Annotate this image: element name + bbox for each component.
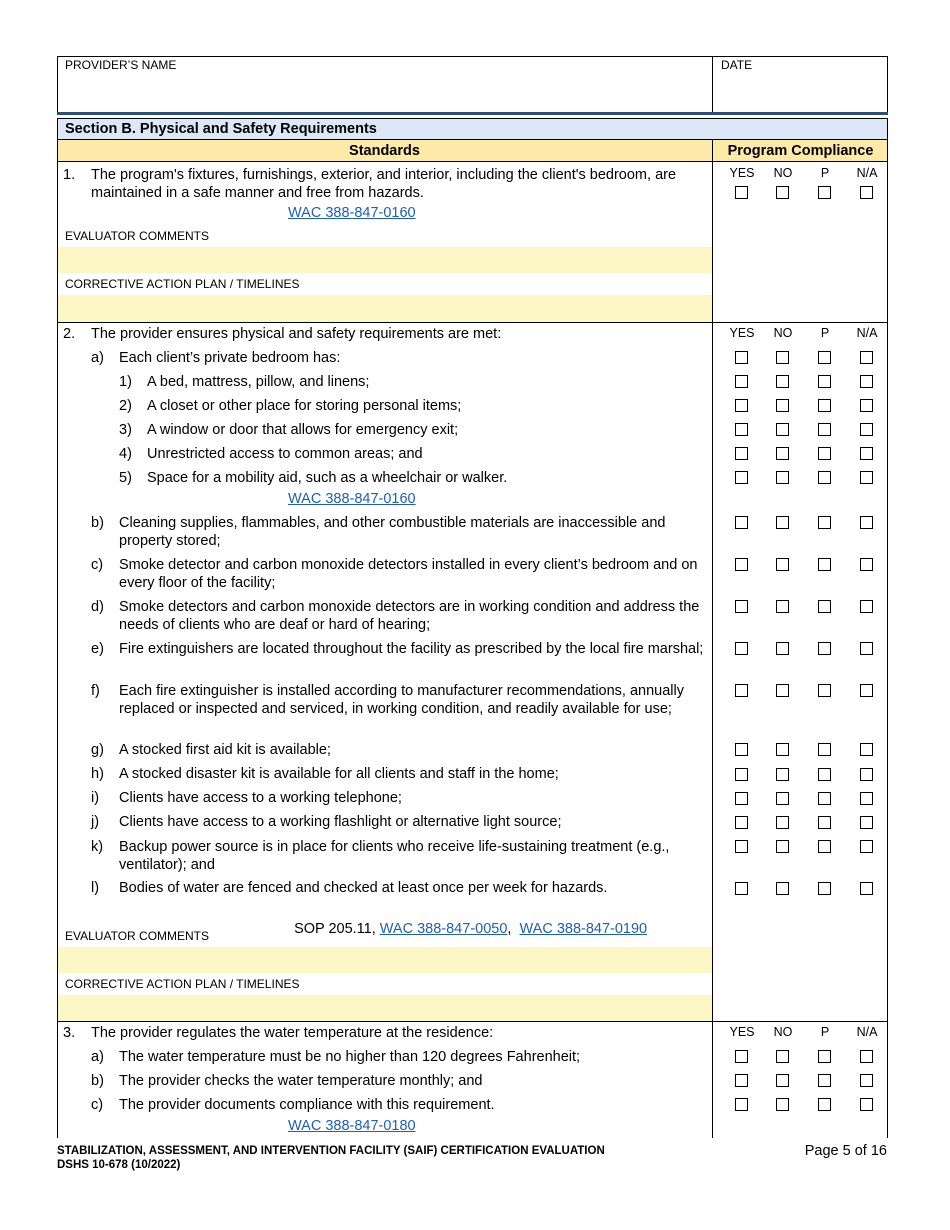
item3-a-no-checkbox[interactable]: [776, 1050, 789, 1063]
row-divider-2: [57, 1021, 888, 1022]
standards-header: Standards: [349, 143, 420, 159]
item1-yes-checkbox[interactable]: [735, 186, 748, 199]
item2-a3-na-checkbox[interactable]: [860, 423, 873, 436]
item2-l-no-checkbox[interactable]: [776, 882, 789, 895]
item2-a5-p-checkbox[interactable]: [818, 471, 831, 484]
item2-f-no-checkbox[interactable]: [776, 684, 789, 697]
item1-wac-link[interactable]: WAC 388-847-0160: [288, 205, 416, 221]
item2-i-number: i): [91, 790, 100, 806]
item1-no-checkbox[interactable]: [776, 186, 789, 199]
item2-j-text: Clients have access to a working flashlight or alternative light source;: [119, 814, 562, 830]
item2-a1-na-checkbox[interactable]: [860, 375, 873, 388]
provider-info-box: [57, 56, 888, 114]
item2-text: The provider ensures physical and safety requirements are met:: [91, 326, 502, 342]
item3-b-text: The provider checks the water temperature monthly; and: [119, 1073, 483, 1089]
item2-i-yes-checkbox[interactable]: [735, 792, 748, 805]
item2-wac-link-2[interactable]: WAC 388-847-0190: [519, 920, 648, 937]
item2-j-no-checkbox[interactable]: [776, 816, 789, 829]
item2-d-p-checkbox[interactable]: [818, 600, 831, 613]
item2-e-number: e): [91, 641, 104, 657]
item2-j-na-checkbox[interactable]: [860, 816, 873, 829]
item2-f-text: Each fire extinguisher is installed according to manufacturer recommendations, annually replaced or inspected and serviced, in working condition, and readily available for use;: [119, 683, 684, 717]
table-right-border: [887, 162, 888, 1138]
item3-col-no: NO: [773, 1025, 793, 1039]
item2-k-na-checkbox[interactable]: [860, 840, 873, 853]
item2-f-yes-checkbox[interactable]: [735, 684, 748, 697]
item2-a5-na-checkbox[interactable]: [860, 471, 873, 484]
item3-c-yes-checkbox[interactable]: [735, 1098, 748, 1111]
provider-box-bottom-rule: [57, 112, 888, 115]
item2-a3-yes-checkbox[interactable]: [735, 423, 748, 436]
item2-cap-label: CORRECTIVE ACTION PLAN / TIMELINES: [65, 977, 300, 991]
item2-h-number: h): [91, 766, 104, 782]
item2-l-na-checkbox[interactable]: [860, 882, 873, 895]
row-divider-1: [57, 322, 888, 323]
item2-a3-text: A window or door that allows for emergency exit;: [147, 422, 459, 438]
footer-form-number: DSHS 10-678 (10/2022): [57, 1159, 181, 1171]
item2-a2-text: A closet or other place for storing personal items;: [147, 398, 462, 414]
provider-date-divider: [712, 56, 713, 114]
section-title: Section B. Physical and Safety Requirements: [65, 121, 377, 137]
item3-c-na-checkbox[interactable]: [860, 1098, 873, 1111]
item2-i-text: Clients have access to a working telephone;: [119, 790, 402, 806]
table-column-divider: [712, 162, 713, 1138]
item2-g-yes-checkbox[interactable]: [735, 743, 748, 756]
item1-col-na: N/A: [856, 166, 878, 180]
item2-h-text: A stocked disaster kit is available for all clients and staff in the home;: [119, 766, 559, 782]
item3-b-na-checkbox[interactable]: [860, 1074, 873, 1087]
item3-a-text: The water temperature must be no higher than 120 degrees Fahrenheit;: [119, 1049, 581, 1065]
item2-a1-yes-checkbox[interactable]: [735, 375, 748, 388]
item2-c-number: c): [91, 557, 104, 573]
item3-c-p-checkbox[interactable]: [818, 1098, 831, 1111]
item2-sop-ref: SOP 205.11,: [294, 920, 380, 937]
footer-title: STABILIZATION, ASSESSMENT, AND INTERVENTION FACILITY (SAIF) CERTIFICATION EVALUATION: [57, 1145, 605, 1157]
item2-a-number: a): [91, 350, 104, 366]
item2-a2-yes-checkbox[interactable]: [735, 399, 748, 412]
item1-na-checkbox[interactable]: [860, 186, 873, 199]
item2-e-yes-checkbox[interactable]: [735, 642, 748, 655]
item2-h-p-checkbox[interactable]: [818, 768, 831, 781]
item2-a-no-checkbox[interactable]: [776, 351, 789, 364]
item2-c-yes-checkbox[interactable]: [735, 558, 748, 571]
item2-a-na-checkbox[interactable]: [860, 351, 873, 364]
item3-a-p-checkbox[interactable]: [818, 1050, 831, 1063]
item3-a-yes-checkbox[interactable]: [735, 1050, 748, 1063]
item2-a-p-checkbox[interactable]: [818, 351, 831, 364]
item2-a4-yes-checkbox[interactable]: [735, 447, 748, 460]
item2-b-na-checkbox[interactable]: [860, 516, 873, 529]
item2-col-no: NO: [773, 326, 793, 340]
item2-c-na-checkbox[interactable]: [860, 558, 873, 571]
item2-l-p-checkbox[interactable]: [818, 882, 831, 895]
item2-j-yes-checkbox[interactable]: [735, 816, 748, 829]
item2-wac-link-1[interactable]: WAC 388-847-0050: [379, 920, 508, 937]
item1-col-p: P: [820, 166, 830, 180]
item2-h-yes-checkbox[interactable]: [735, 768, 748, 781]
item1-number: 1.: [63, 167, 76, 183]
item2-evaluator-comments-field[interactable]: [58, 947, 712, 973]
item2-f-na-checkbox[interactable]: [860, 684, 873, 697]
item2-col-p: P: [820, 326, 830, 340]
item2-i-na-checkbox[interactable]: [860, 792, 873, 805]
item3-col-p: P: [820, 1025, 830, 1039]
item2-h-no-checkbox[interactable]: [776, 768, 789, 781]
item2-number: 2.: [63, 326, 76, 342]
item2-a3-no-checkbox[interactable]: [776, 423, 789, 436]
item2-l-yes-checkbox[interactable]: [735, 882, 748, 895]
item2-i-no-checkbox[interactable]: [776, 792, 789, 805]
item2-d-text: Smoke detectors and carbon monoxide detectors are in working condition and address the needs of clients who are deaf or hard of hearing;: [119, 599, 700, 633]
item2-h-na-checkbox[interactable]: [860, 768, 873, 781]
item3-col-yes: YES: [729, 1025, 755, 1039]
item2-a-yes-checkbox[interactable]: [735, 351, 748, 364]
item2-b-yes-checkbox[interactable]: [735, 516, 748, 529]
item2-a1-p-checkbox[interactable]: [818, 375, 831, 388]
item2-e-na-checkbox[interactable]: [860, 642, 873, 655]
item2-l-text: Bodies of water are fenced and checked at least once per week for hazards.: [119, 880, 608, 896]
item3-number: 3.: [63, 1025, 76, 1041]
item2-k-text: Backup power source is in place for clients who receive life-sustaining treatment (e.g., ventilator); and: [119, 839, 670, 873]
item3-b-yes-checkbox[interactable]: [735, 1074, 748, 1087]
provider-name-label: PROVIDER’S NAME: [65, 58, 177, 72]
item2-b-text: Cleaning supplies, flammables, and other combustible materials are inaccessible and property stored;: [119, 515, 666, 549]
item2-g-number: g): [91, 742, 104, 758]
item3-text: The provider regulates the water temperature at the residence:: [91, 1025, 494, 1041]
item3-a-na-checkbox[interactable]: [860, 1050, 873, 1063]
item2-k-yes-checkbox[interactable]: [735, 840, 748, 853]
item2-l-number: l): [91, 880, 100, 896]
item1-col-no: NO: [773, 166, 793, 180]
item2-g-no-checkbox[interactable]: [776, 743, 789, 756]
item2-a3-p-checkbox[interactable]: [818, 423, 831, 436]
item2-col-na: N/A: [856, 326, 878, 340]
item2-k-number: k): [91, 839, 104, 855]
item3-a-number: a): [91, 1049, 104, 1065]
item2-a1-text: A bed, mattress, pillow, and linens;: [147, 374, 370, 390]
item2-g-text: A stocked first aid kit is available;: [119, 742, 331, 758]
date-label: DATE: [721, 58, 753, 72]
item2-f-p-checkbox[interactable]: [818, 684, 831, 697]
item2-a4-p-checkbox[interactable]: [818, 447, 831, 460]
item2-e-no-checkbox[interactable]: [776, 642, 789, 655]
item3-col-na: N/A: [856, 1025, 878, 1039]
item1-cap-label: CORRECTIVE ACTION PLAN / TIMELINES: [65, 277, 300, 291]
item2-c-text: Smoke detector and carbon monoxide detectors installed in every client’s bedroom and on every floor of the facility;: [119, 557, 698, 591]
item3-wac-link[interactable]: WAC 388-847-0180: [288, 1118, 416, 1134]
item2-e-text: Fire extinguishers are located throughout the facility as prescribed by the local fire marshal;: [119, 641, 704, 657]
item2-j-p-checkbox[interactable]: [818, 816, 831, 829]
item2-d-yes-checkbox[interactable]: [735, 600, 748, 613]
item2-i-p-checkbox[interactable]: [818, 792, 831, 805]
item3-c-text: The provider documents compliance with this requirement.: [119, 1097, 495, 1113]
item2-k-p-checkbox[interactable]: [818, 840, 831, 853]
compliance-header: Program Compliance: [727, 143, 874, 159]
item2-a2-number: 2): [119, 398, 132, 414]
item1-cap-field[interactable]: [58, 295, 712, 322]
item1-evaluator-comments-field[interactable]: [58, 247, 712, 273]
item1-evaluator-comments-label: EVALUATOR COMMENTS: [65, 229, 210, 243]
item2-a4-na-checkbox[interactable]: [860, 447, 873, 460]
item3-c-number: c): [91, 1097, 104, 1113]
item2-j-number: j): [91, 814, 100, 830]
item1-text: The program's fixtures, furnishings, exterior, and interior, including the client's bedroom, are maintained in a safe manner and free from hazards.: [91, 167, 677, 201]
item2-a4-text: Unrestricted access to common areas; and: [147, 446, 423, 462]
item2-d-number: d): [91, 599, 104, 615]
item2-col-yes: YES: [729, 326, 755, 340]
item2-a5-number: 5): [119, 470, 132, 486]
item2-a3-number: 3): [119, 422, 132, 438]
item2-g-p-checkbox[interactable]: [818, 743, 831, 756]
item2-d-no-checkbox[interactable]: [776, 600, 789, 613]
item2-evaluator-comments-label: EVALUATOR COMMENTS: [65, 929, 210, 943]
page-number: Page 5 of 16: [804, 1143, 887, 1159]
item2-ref-separator: ,: [507, 920, 520, 937]
item2-d-na-checkbox[interactable]: [860, 600, 873, 613]
item2-c-no-checkbox[interactable]: [776, 558, 789, 571]
item2-g-na-checkbox[interactable]: [860, 743, 873, 756]
item2-cap-field[interactable]: [58, 995, 712, 1021]
item3-c-no-checkbox[interactable]: [776, 1098, 789, 1111]
item2-k-no-checkbox[interactable]: [776, 840, 789, 853]
item2-b-number: b): [91, 515, 104, 531]
item2-e-p-checkbox[interactable]: [818, 642, 831, 655]
item2-references: [286, 903, 647, 938]
item2-f-number: f): [91, 683, 100, 699]
item2-a-wac-link[interactable]: WAC 388-847-0160: [288, 491, 416, 507]
item1-p-checkbox[interactable]: [818, 186, 831, 199]
item2-a1-no-checkbox[interactable]: [776, 375, 789, 388]
item2-a2-na-checkbox[interactable]: [860, 399, 873, 412]
item2-a1-number: 1): [119, 374, 132, 390]
item2-c-p-checkbox[interactable]: [818, 558, 831, 571]
item2-a4-number: 4): [119, 446, 132, 462]
item2-a5-yes-checkbox[interactable]: [735, 471, 748, 484]
item3-b-no-checkbox[interactable]: [776, 1074, 789, 1087]
item3-b-p-checkbox[interactable]: [818, 1074, 831, 1087]
item1-col-yes: YES: [729, 166, 755, 180]
item2-b-p-checkbox[interactable]: [818, 516, 831, 529]
item2-a-text: Each client’s private bedroom has:: [119, 350, 341, 366]
item3-b-number: b): [91, 1073, 104, 1089]
item2-a2-no-checkbox[interactable]: [776, 399, 789, 412]
item2-a5-text: Space for a mobility aid, such as a wheelchair or walker.: [147, 470, 508, 486]
item2-b-no-checkbox[interactable]: [776, 516, 789, 529]
item2-a5-no-checkbox[interactable]: [776, 471, 789, 484]
item2-a4-no-checkbox[interactable]: [776, 447, 789, 460]
item2-a2-p-checkbox[interactable]: [818, 399, 831, 412]
